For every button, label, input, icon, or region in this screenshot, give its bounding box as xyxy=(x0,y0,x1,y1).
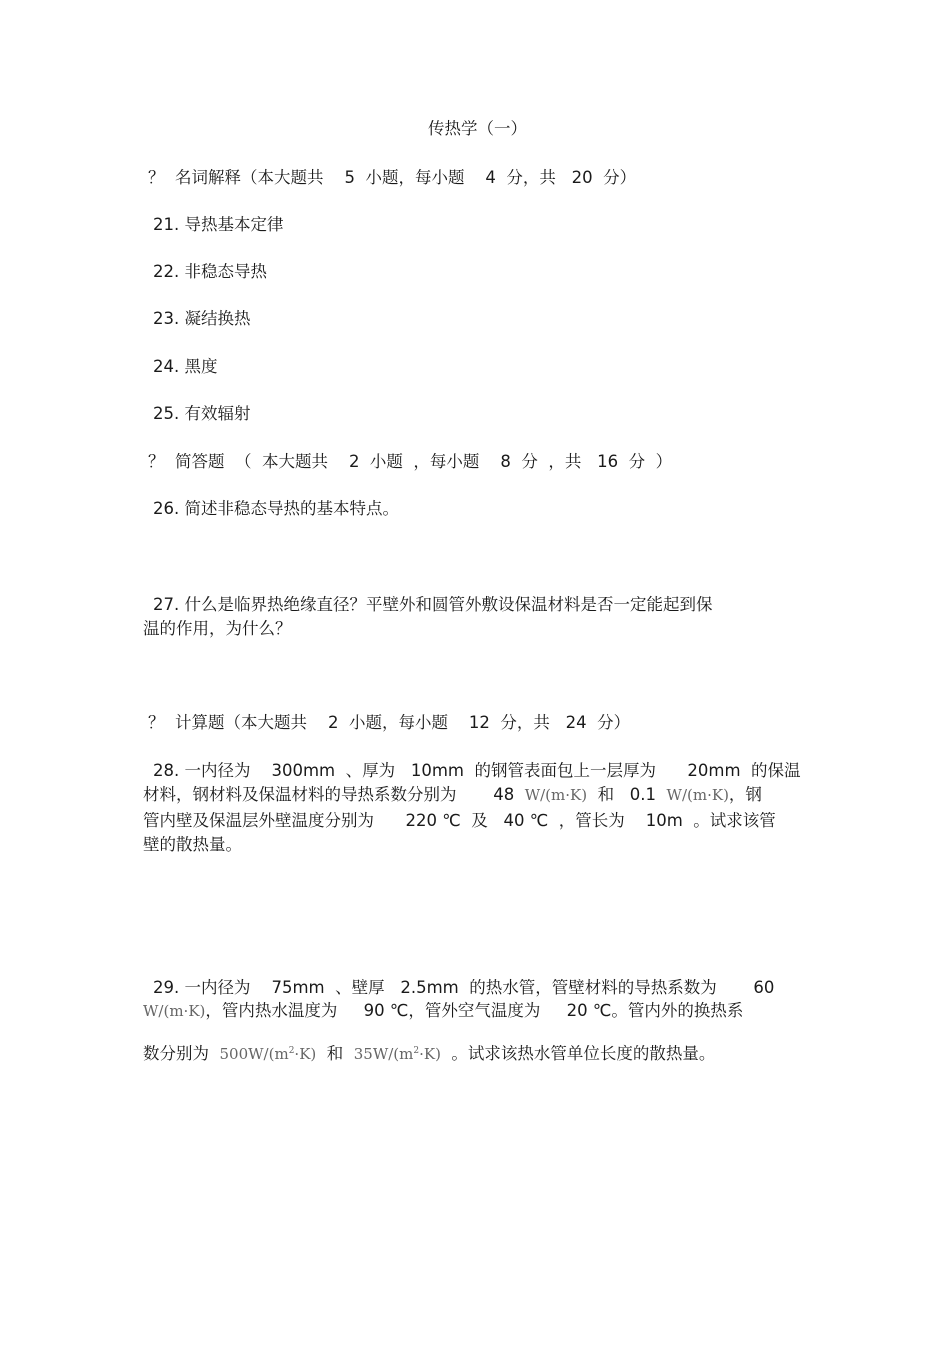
question-28-line-2 xyxy=(143,784,762,806)
unit-500-w-per-m2k: $500W/(m^2\cdot K)$ xyxy=(219,1045,317,1063)
question-29-line-2 xyxy=(143,1000,743,1022)
unit-w-per-mk: W/(m·K) xyxy=(666,786,729,804)
question-28-line-3: 管内壁及保温层外壁温度分别为 220 ℃ 及 40 ℃ ，管长为 10m 。试求该管 xyxy=(143,811,776,830)
question-29-text-a: 数分别为 xyxy=(143,1044,220,1063)
question-25: 25. 有效辐射 xyxy=(153,404,251,423)
question-29-line-1: 29. 一内径为 75mm 、壁厚 2.5mm 的热水管，管壁材料的导热系数为 60 xyxy=(153,978,775,997)
section-heading-calculation: ？ 计算题（本大题共 2 小题，每小题 12 分，共 24 分） xyxy=(148,713,631,732)
unit-w-per-mk: W/(m·K) xyxy=(524,786,588,804)
question-28-text-b: 和 0.1 xyxy=(587,785,667,804)
question-28-text-a: 材料，钢材料及保温材料的导热系数分别为 48 xyxy=(143,785,525,804)
question-28-line-4: 壁的散热量。 xyxy=(143,835,242,854)
question-27-line-2: 温的作用，为什么？ xyxy=(143,619,292,638)
section-heading-short-answer: ？ 简答题 （ 本大题共 2 小题 ，每小题 8 分 ，共 16 分 ） xyxy=(148,452,673,471)
question-29-text-b: ，管内热水温度为 90 ℃，管外空气温度为 20 ℃。管内外的换热系 xyxy=(205,1001,744,1020)
question-29-text-d: 。试求该热水管单位长度的散热量。 xyxy=(440,1044,716,1063)
question-29-line-3 xyxy=(143,1040,715,1065)
unit-w-per-mk: W/(m·K) xyxy=(143,1002,206,1020)
question-28-text-c: ，钢 xyxy=(728,785,762,804)
question-23: 23. 凝结换热 xyxy=(153,309,251,328)
question-27-line-1: 27. 什么是临界热绝缘直径？平壁外和圆管外敷设保温材料是否一定能起到保 xyxy=(153,595,713,614)
question-22: 22. 非稳态导热 xyxy=(153,262,267,281)
section-heading-definitions: ？ 名词解释（本大题共 5 小题，每小题 4 分，共 20 分） xyxy=(148,168,637,187)
question-24: 24. 黑度 xyxy=(153,357,218,376)
question-26: 26. 简述非稳态导热的基本特点。 xyxy=(153,499,399,518)
question-29-text-c: 和 xyxy=(316,1044,354,1063)
page-title: 传热学（一） xyxy=(428,119,527,138)
unit-35-w-per-m2k: $35W/(m^2\cdot K)$ xyxy=(353,1045,441,1063)
question-28-line-1: 28. 一内径为 300mm 、厚为 10mm 的钢管表面包上一层厚为 20mm 的保温 xyxy=(153,761,801,780)
question-21: 21. 导热基本定律 xyxy=(153,215,284,234)
